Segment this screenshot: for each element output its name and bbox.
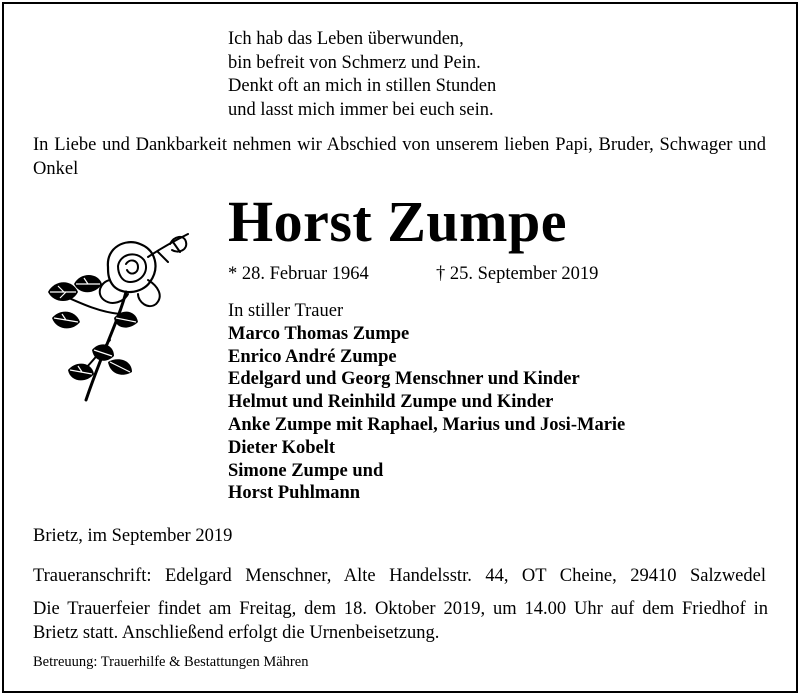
mourner-name: Helmut und Reinhild Zumpe und Kinder xyxy=(228,392,554,413)
ceremony-info: Die Trauerfeier findet am Freitag, dem 18. Oktober 2019, um 14.00 Uhr auf dem Friedhof in Brietz statt. Anschließend erfolgt die Urnenbeisetzung. xyxy=(33,599,768,643)
birth-date: * 28. Februar 1964 xyxy=(228,264,369,284)
mourner-name: Dieter Kobelt xyxy=(228,437,336,458)
place-date: Brietz, im September 2019 xyxy=(33,526,233,546)
funeral-care-credit: Betreuung: Trauerhilfe & Bestattungen Mähren xyxy=(33,654,309,670)
farewell-intro: In Liebe und Dankbarkeit nehmen wir Abschied von unserem lieben Papi, Bruder, Schwager und Onkel xyxy=(33,135,766,179)
mourner-name: Marco Thomas Zumpe xyxy=(228,323,410,344)
mourners-intro: In stiller Trauer xyxy=(228,301,344,321)
poem xyxy=(228,28,496,122)
poem-line: bin befreit von Schmerz und Pein. xyxy=(228,52,481,73)
deceased-name: Horst Zumpe xyxy=(228,189,567,254)
mourner-name: Enrico André Zumpe xyxy=(228,346,397,367)
mourner-name: Horst Puhlmann xyxy=(228,483,361,504)
death-date: † 25. September 2019 xyxy=(436,264,599,284)
mourner-name: Simone Zumpe und xyxy=(228,460,384,481)
mourning-address: Traueranschrift: Edelgard Menschner, Alte Handelsstr. 44, OT Cheine, 29410 Salzwedel xyxy=(33,566,766,586)
poem-line: Denkt oft an mich in stillen Stunden xyxy=(228,76,497,96)
poem-line: und lasst mich immer bei euch sein. xyxy=(228,99,494,120)
mourner-name: Edelgard und Georg Menschner und Kinder xyxy=(228,369,580,390)
mourner-name: Anke Zumpe mit Raphael, Marius und Josi-Marie xyxy=(228,414,626,435)
rose-icon xyxy=(38,222,198,402)
poem-line: Ich hab das Leben überwunden, xyxy=(228,29,464,49)
mourners xyxy=(228,300,625,505)
